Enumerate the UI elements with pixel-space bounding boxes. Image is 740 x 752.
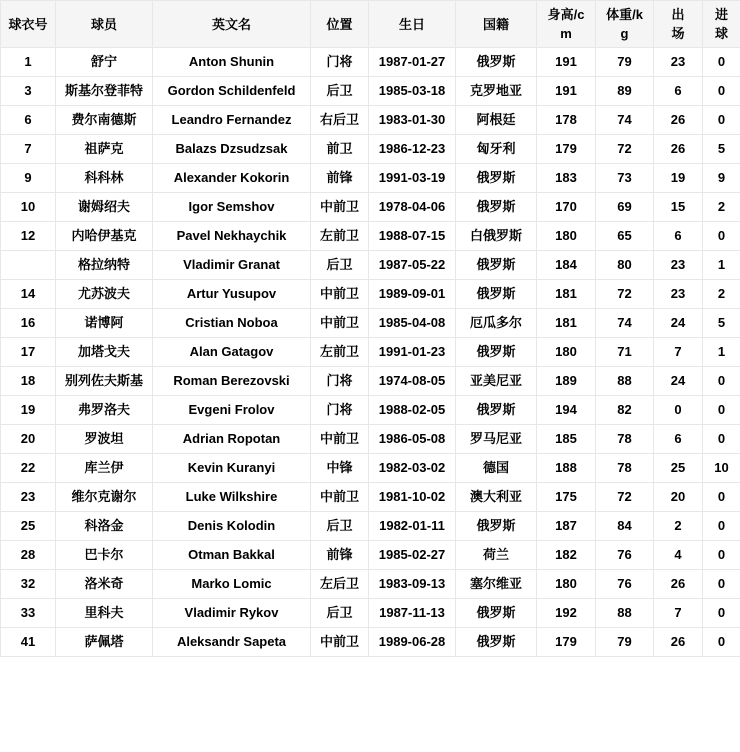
english-name-cell: Alexander Kokorin [153,164,311,193]
goals-cell: 1 [703,251,740,280]
player-name-cell: 费尔南德斯 [56,106,153,135]
column-header-label: 球衣号 [8,17,48,33]
english-name-cell: Balazs Dzsudzsak [153,135,311,164]
table-row [1,512,740,541]
height-cell: 194 [537,396,596,425]
height-cell: 192 [537,599,596,628]
nationality-cell: 澳大利亚 [456,483,537,512]
english-name-cell: Anton Shunin [153,48,311,77]
goals-cell: 2 [703,280,740,309]
column-header-label: 国籍 [482,17,509,33]
player-name-cell: 弗罗洛夫 [56,396,153,425]
table-row [1,628,740,657]
appearances-cell: 7 [654,599,703,628]
english-name-cell: Otman Bakkal [153,541,311,570]
player-name-cell: 科洛金 [56,512,153,541]
goals-cell: 0 [703,396,740,425]
column-header-appearances [654,1,703,48]
height-cell: 191 [537,48,596,77]
english-name-cell: Denis Kolodin [153,512,311,541]
position-cell: 中前卫 [311,309,369,338]
birthday-cell: 1987-05-22 [369,251,456,280]
goals-cell: 0 [703,106,740,135]
table-row [1,193,740,222]
table-row [1,367,740,396]
position-cell: 中前卫 [311,628,369,657]
english-name-cell: Igor Semshov [153,193,311,222]
player-name-cell: 诺博阿 [56,309,153,338]
goals-cell: 0 [703,512,740,541]
appearances-cell: 24 [654,309,703,338]
weight-cell: 65 [596,222,654,251]
height-cell: 181 [537,280,596,309]
birthday-cell: 1985-04-08 [369,309,456,338]
weight-cell: 76 [596,541,654,570]
birthday-cell: 1982-01-11 [369,512,456,541]
table-row [1,396,740,425]
player-name-cell: 祖萨克 [56,135,153,164]
jersey-number-cell: 18 [1,367,56,396]
goals-cell: 0 [703,570,740,599]
goals-cell: 0 [703,48,740,77]
table-row [1,541,740,570]
column-header-goals [703,1,740,48]
goals-cell: 0 [703,599,740,628]
appearances-cell: 23 [654,251,703,280]
birthday-cell: 1989-06-28 [369,628,456,657]
position-cell: 门将 [311,48,369,77]
column-header-position [311,1,369,48]
player-name-cell: 巴卡尔 [56,541,153,570]
height-cell: 187 [537,512,596,541]
nationality-cell: 俄罗斯 [456,512,537,541]
jersey-number-cell: 41 [1,628,56,657]
appearances-cell: 20 [654,483,703,512]
jersey-number-cell: 25 [1,512,56,541]
column-header-english-name [153,1,311,48]
birthday-cell: 1988-07-15 [369,222,456,251]
player-name-cell: 里科夫 [56,599,153,628]
english-name-cell: Aleksandr Sapeta [153,628,311,657]
jersey-number-cell: 12 [1,222,56,251]
jersey-number-cell: 19 [1,396,56,425]
nationality-cell: 俄罗斯 [456,48,537,77]
goals-cell: 0 [703,541,740,570]
player-name-cell: 萨佩塔 [56,628,153,657]
position-cell: 左前卫 [311,338,369,367]
jersey-number-cell: 14 [1,280,56,309]
table-row [1,164,740,193]
weight-cell: 79 [596,628,654,657]
nationality-cell: 俄罗斯 [456,396,537,425]
nationality-cell: 俄罗斯 [456,599,537,628]
position-cell: 后卫 [311,77,369,106]
weight-cell: 74 [596,106,654,135]
height-cell: 184 [537,251,596,280]
appearances-cell: 26 [654,628,703,657]
appearances-cell: 23 [654,280,703,309]
column-header-weight [596,1,654,48]
height-cell: 179 [537,628,596,657]
position-cell: 前卫 [311,135,369,164]
english-name-cell: Adrian Ropotan [153,425,311,454]
height-cell: 178 [537,106,596,135]
english-name-cell: Artur Yusupov [153,280,311,309]
goals-cell: 0 [703,222,740,251]
nationality-cell: 厄瓜多尔 [456,309,537,338]
goals-cell: 5 [703,309,740,338]
table-body [1,48,740,657]
nationality-cell: 克罗地亚 [456,77,537,106]
english-name-cell: Alan Gatagov [153,338,311,367]
position-cell: 后卫 [311,251,369,280]
weight-cell: 82 [596,396,654,425]
nationality-cell: 德国 [456,454,537,483]
appearances-cell: 6 [654,77,703,106]
column-header-label: 英文名 [211,17,251,33]
height-cell: 180 [537,570,596,599]
column-header-height [537,1,596,48]
birthday-cell: 1983-01-30 [369,106,456,135]
player-name-cell: 谢姆绍夫 [56,193,153,222]
english-name-cell: Roman Berezovski [153,367,311,396]
appearances-cell: 6 [654,425,703,454]
nationality-cell: 俄罗斯 [456,164,537,193]
table-row [1,106,740,135]
weight-cell: 74 [596,309,654,338]
height-cell: 189 [537,367,596,396]
weight-cell: 88 [596,599,654,628]
jersey-number-cell: 23 [1,483,56,512]
player-name-cell: 洛米奇 [56,570,153,599]
english-name-cell: Gordon Schildenfeld [153,77,311,106]
jersey-number-cell: 33 [1,599,56,628]
table-row [1,77,740,106]
player-name-cell: 内哈伊基克 [56,222,153,251]
nationality-cell: 俄罗斯 [456,338,537,367]
english-name-cell: Vladimir Granat [153,251,311,280]
table-row [1,222,740,251]
goals-cell: 1 [703,338,740,367]
table-row [1,135,740,164]
goals-cell: 0 [703,425,740,454]
goals-cell: 0 [703,483,740,512]
nationality-cell: 俄罗斯 [456,251,537,280]
birthday-cell: 1989-09-01 [369,280,456,309]
birthday-cell: 1986-12-23 [369,135,456,164]
goals-cell: 10 [703,454,740,483]
english-name-cell: Marko Lomic [153,570,311,599]
appearances-cell: 6 [654,222,703,251]
goals-cell: 5 [703,135,740,164]
height-cell: 191 [537,77,596,106]
player-name-cell: 舒宁 [56,48,153,77]
nationality-cell: 荷兰 [456,541,537,570]
height-cell: 180 [537,222,596,251]
birthday-cell: 1981-10-02 [369,483,456,512]
player-name-cell: 加塔戈夫 [56,338,153,367]
birthday-cell: 1987-01-27 [369,48,456,77]
appearances-cell: 26 [654,135,703,164]
height-cell: 181 [537,309,596,338]
weight-cell: 73 [596,164,654,193]
column-header-birthday [369,1,456,48]
goals-cell: 0 [703,628,740,657]
english-name-cell: Kevin Kuranyi [153,454,311,483]
nationality-cell: 阿根廷 [456,106,537,135]
position-cell: 后卫 [311,512,369,541]
jersey-number-cell: 28 [1,541,56,570]
birthday-cell: 1982-03-02 [369,454,456,483]
birthday-cell: 1987-11-13 [369,599,456,628]
jersey-number-cell [1,251,56,280]
position-cell: 门将 [311,367,369,396]
jersey-number-cell: 6 [1,106,56,135]
jersey-number-cell: 17 [1,338,56,367]
english-name-cell: Pavel Nekhaychik [153,222,311,251]
weight-cell: 80 [596,251,654,280]
position-cell: 左前卫 [311,222,369,251]
position-cell: 门将 [311,396,369,425]
birthday-cell: 1978-04-06 [369,193,456,222]
weight-cell: 72 [596,135,654,164]
weight-cell: 78 [596,454,654,483]
weight-cell: 72 [596,280,654,309]
position-cell: 左后卫 [311,570,369,599]
position-cell: 右后卫 [311,106,369,135]
position-cell: 后卫 [311,599,369,628]
position-cell: 中锋 [311,454,369,483]
column-header-nationality [456,1,537,48]
jersey-number-cell: 9 [1,164,56,193]
player-name-cell: 尤苏波夫 [56,280,153,309]
column-header-jersey-number [1,1,56,48]
jersey-number-cell: 7 [1,135,56,164]
header-row [1,1,740,48]
english-name-cell: Luke Wilkshire [153,483,311,512]
goals-cell: 2 [703,193,740,222]
position-cell: 前锋 [311,164,369,193]
height-cell: 183 [537,164,596,193]
table-row [1,599,740,628]
column-header-label: 出场 [671,7,685,41]
height-cell: 188 [537,454,596,483]
position-cell: 中前卫 [311,193,369,222]
goals-cell: 0 [703,367,740,396]
player-name-cell: 库兰伊 [56,454,153,483]
table-row [1,251,740,280]
jersey-number-cell: 3 [1,77,56,106]
jersey-number-cell: 32 [1,570,56,599]
nationality-cell: 匈牙利 [456,135,537,164]
nationality-cell: 俄罗斯 [456,193,537,222]
table-row [1,570,740,599]
birthday-cell: 1974-08-05 [369,367,456,396]
table-row [1,425,740,454]
nationality-cell: 俄罗斯 [456,628,537,657]
birthday-cell: 1985-03-18 [369,77,456,106]
height-cell: 180 [537,338,596,367]
position-cell: 中前卫 [311,483,369,512]
nationality-cell: 亚美尼亚 [456,367,537,396]
player-name-cell: 罗波坦 [56,425,153,454]
goals-cell: 0 [703,77,740,106]
birthday-cell: 1988-02-05 [369,396,456,425]
jersey-number-cell: 16 [1,309,56,338]
player-name-cell: 斯基尔登菲特 [56,77,153,106]
height-cell: 179 [537,135,596,164]
birthday-cell: 1986-05-08 [369,425,456,454]
english-name-cell: Evgeni Frolov [153,396,311,425]
birthday-cell: 1991-03-19 [369,164,456,193]
appearances-cell: 26 [654,570,703,599]
goals-cell: 9 [703,164,740,193]
appearances-cell: 24 [654,367,703,396]
jersey-number-cell: 20 [1,425,56,454]
weight-cell: 71 [596,338,654,367]
appearances-cell: 23 [654,48,703,77]
table-row [1,338,740,367]
player-name-cell: 科科林 [56,164,153,193]
appearances-cell: 0 [654,396,703,425]
birthday-cell: 1983-09-13 [369,570,456,599]
height-cell: 182 [537,541,596,570]
birthday-cell: 1985-02-27 [369,541,456,570]
column-header-label: 生日 [398,17,425,33]
appearances-cell: 7 [654,338,703,367]
english-name-cell: Leandro Fernandez [153,106,311,135]
nationality-cell: 白俄罗斯 [456,222,537,251]
jersey-number-cell: 1 [1,48,56,77]
english-name-cell: Cristian Noboa [153,309,311,338]
weight-cell: 78 [596,425,654,454]
height-cell: 185 [537,425,596,454]
weight-cell: 89 [596,77,654,106]
height-cell: 175 [537,483,596,512]
nationality-cell: 塞尔维亚 [456,570,537,599]
english-name-cell: Vladimir Rykov [153,599,311,628]
weight-cell: 79 [596,48,654,77]
weight-cell: 88 [596,367,654,396]
player-name-cell: 格拉纳特 [56,251,153,280]
column-header-label: 球员 [90,17,117,33]
weight-cell: 72 [596,483,654,512]
appearances-cell: 26 [654,106,703,135]
player-name-cell: 别列佐夫斯基 [56,367,153,396]
weight-cell: 84 [596,512,654,541]
appearances-cell: 15 [654,193,703,222]
table-row [1,48,740,77]
jersey-number-cell: 22 [1,454,56,483]
column-header-label: 体重/kg [606,7,643,41]
column-header-player-name [56,1,153,48]
appearances-cell: 2 [654,512,703,541]
column-header-label: 位置 [326,17,353,33]
player-name-cell: 维尔克谢尔 [56,483,153,512]
column-header-label: 身高/cm [547,7,585,41]
position-cell: 前锋 [311,541,369,570]
appearances-cell: 4 [654,541,703,570]
table-row [1,309,740,338]
birthday-cell: 1991-01-23 [369,338,456,367]
nationality-cell: 罗马尼亚 [456,425,537,454]
position-cell: 中前卫 [311,280,369,309]
table-row [1,280,740,309]
table-row [1,454,740,483]
position-cell: 中前卫 [311,425,369,454]
weight-cell: 69 [596,193,654,222]
appearances-cell: 25 [654,454,703,483]
height-cell: 170 [537,193,596,222]
weight-cell: 76 [596,570,654,599]
column-header-label: 进球 [714,7,728,41]
nationality-cell: 俄罗斯 [456,280,537,309]
table-row [1,483,740,512]
jersey-number-cell: 10 [1,193,56,222]
appearances-cell: 19 [654,164,703,193]
